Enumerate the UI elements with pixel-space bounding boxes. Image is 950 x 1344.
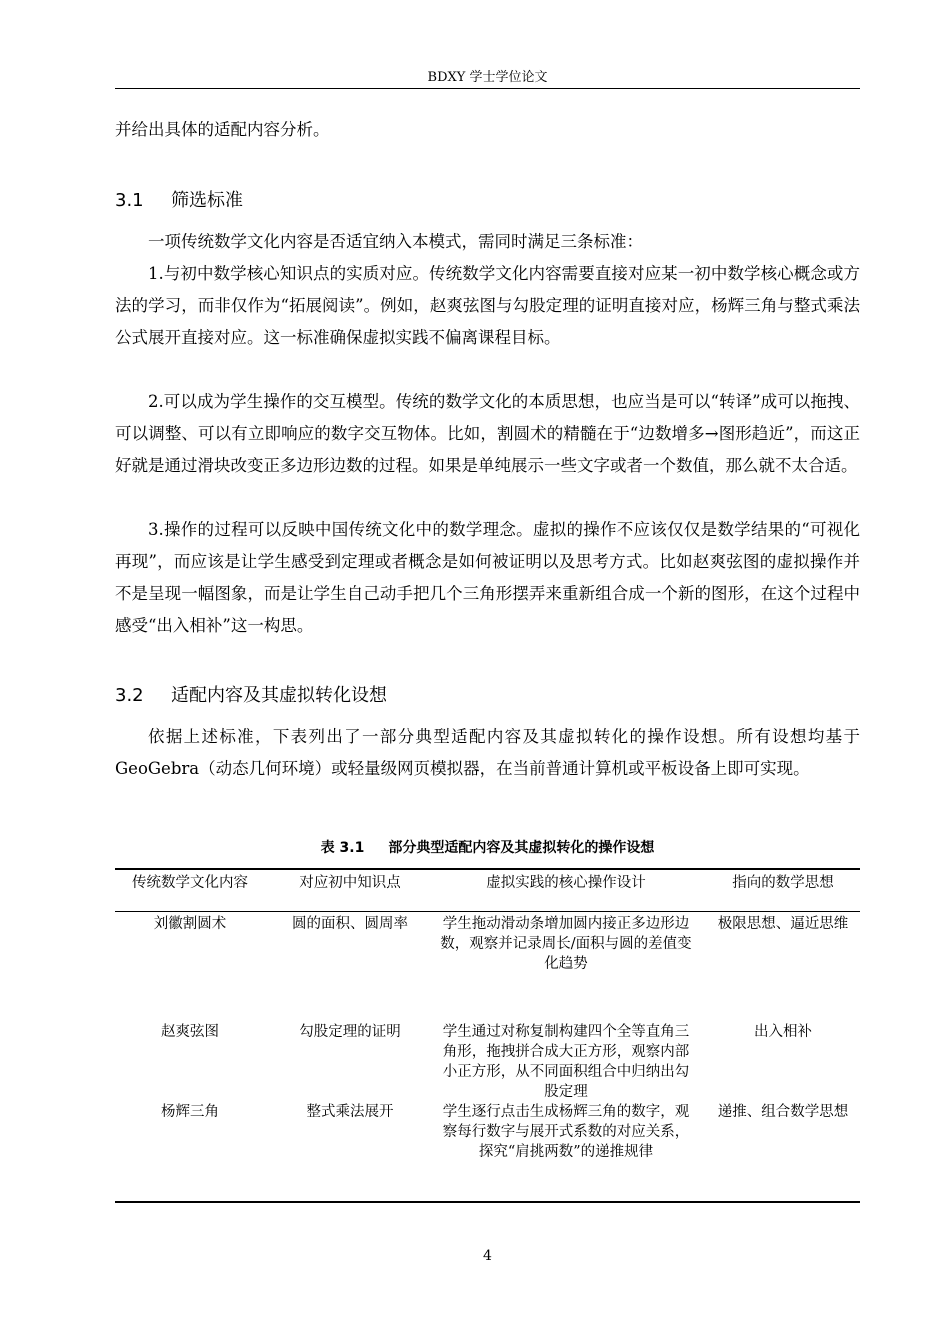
table-cell: 杨辉三角 [161, 1104, 219, 1120]
table-cell: 赵爽弦图 [161, 1024, 219, 1040]
table-caption [115, 838, 860, 858]
section-heading-3-1 [115, 189, 860, 213]
criterion-2: 2.可以成为学生操作的交互模型。传统的数学文化的本质思想，也应当是可以“转译”成可以拖拽、可以调整、可以有立即响应的数字交互物体。比如，割圆术的精髓在于“边数增多→图形趋近”，而这正好就是通过滑块改变正多边形边数的过程。如果是单纯展示一些文字或者一个数值，那么就不太合适。 [115, 392, 860, 475]
table-cell: 出入相补 [754, 1024, 812, 1040]
table-cell: 刘徽割圆术 [153, 916, 227, 932]
section-3-1-intro: 一项传统数学文化内容是否适宜纳入本模式，需同时满足三条标准： [148, 232, 643, 251]
section-number: 3.2 [115, 685, 144, 706]
section-title: 筛选标准 [171, 190, 243, 211]
header-rule [115, 88, 860, 89]
running-header: BDXY 学士学位论文 [427, 70, 548, 85]
table-cell: 勾股定理的证明 [299, 1024, 401, 1040]
table-header-cell: 传统数学文化内容 [132, 875, 248, 891]
table-header-cell: 对应初中知识点 [299, 875, 401, 891]
criterion-3: 3.操作的过程可以反映中国传统文化中的数学理念。虚拟的操作不应该仅仅是数学结果的“可视化再现”，而应该是让学生感受到定理或者概念是如何被证明以及思考方式。比如赵爽弦图的虚拟操作并不是呈现一幅图象，而是让学生自己动手把几个三角形摆弄来重新组合成一个新的图形，在这个过程中感受“出入相补”这一构思。 [115, 520, 860, 635]
table-cell: 学生拖动滑动条增加圆内接正多边形边数，观察并记录周长/面积与圆的差值变化趋势 [440, 916, 692, 972]
continuation-paragraph: 并给出具体的适配内容分析。 [115, 120, 330, 139]
table-top-rule [115, 868, 860, 870]
section-3-2-intro: 依据上述标准，下表列出了一部分典型适配内容及其虚拟转化的操作设想。所有设想均基于 GeoGebra（动态几何环境）或轻量级网页模拟器，在当前普通计算机或平板设备上即可实现。 [115, 727, 860, 778]
table-cell: 极限思想、逼近思维 [717, 916, 849, 932]
table-header-rule [115, 911, 860, 912]
table-bottom-rule [115, 1201, 860, 1203]
page-number: 4 [483, 1248, 492, 1264]
table-caption-number: 表 3.1 [320, 840, 365, 856]
section-title: 适配内容及其虚拟转化设想 [171, 685, 387, 706]
table-header-cell: 虚拟实践的核心操作设计 [486, 875, 646, 891]
table-caption-title: 部分典型适配内容及其虚拟转化的操作设想 [388, 840, 655, 856]
section-heading-3-2 [115, 684, 860, 708]
table-cell: 整式乘法展开 [306, 1104, 394, 1120]
table-header-cell: 指向的数学思想 [732, 875, 834, 891]
table-cell: 递推、组合数学思想 [717, 1104, 849, 1120]
criterion-1: 1.与初中数学核心知识点的实质对应。传统数学文化内容需要直接对应某一初中数学核心概念或方法的学习，而非仅作为“拓展阅读”。例如，赵爽弦图与勾股定理的证明直接对应，杨辉三角与整式乘法公式展开直接对应。这一标准确保虚拟实践不偏离课程目标。 [115, 264, 860, 347]
table-cell: 学生通过对称复制构建四个全等直角三角形，拖拽拼合成大正方形，观察内部小正方形，从不同面积组合中归纳出勾股定理 [442, 1024, 690, 1100]
table-cell: 学生逐行点击生成杨辉三角的数字，观察每行数字与展开式系数的对应关系，探究“肩挑两数”的递推规律 [442, 1104, 690, 1160]
table-cell: 圆的面积、圆周率 [292, 916, 408, 932]
section-number: 3.1 [115, 190, 144, 211]
